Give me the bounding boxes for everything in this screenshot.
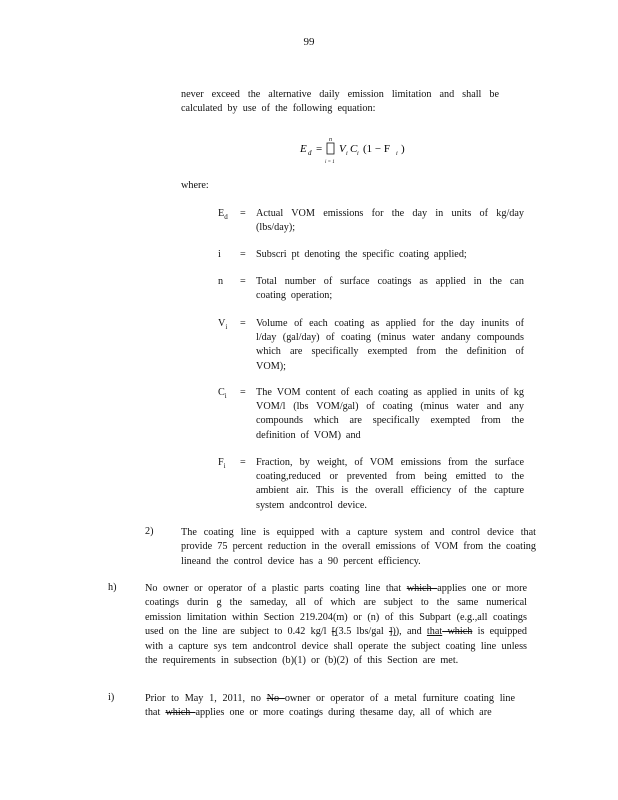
definition-symbol: n (218, 276, 224, 287)
deleted-text: which (406, 583, 438, 594)
summation-icon (327, 143, 334, 154)
item-h-text: No owner or operator of a plastic parts coating line that which applies one or more coatings durin g the sameday, all of which are subject to the same numerical emission limitation within Section 219.204(m) or (n) of this Subpart (e.g.,all coatings used on the line are subject to 0.42 kg/l [(3.5 lbs/gal ])), and that which is equipped with a capture sys tem andcontrol device shall operate the subject coating line unless the requirements in subsection (b)(1) or (b)(2) of this Section are met. (145, 583, 527, 667)
definition-symbol: $V_i$ (218, 318, 228, 332)
definition-symbol: $C_i$ (218, 387, 227, 401)
deleted-text: No (266, 693, 285, 704)
eq-c: C (350, 143, 358, 155)
deleted-text: ] (388, 626, 393, 638)
definition-equals: = (240, 318, 246, 329)
definition-symbol: $F_i$ (218, 457, 226, 471)
page-number: 99 (303, 36, 315, 48)
item-i-label: i) (108, 692, 115, 703)
eq-f-sub: i (396, 151, 398, 157)
definition-text: Volume of each coating as applied for the day inunits of l/day (gal/day) of coating (minus water andany compounds which are specifically exempted from the definition of VOM); (256, 318, 524, 372)
item-h-label: h) (108, 582, 117, 593)
eq-lhs-sub: d (308, 149, 312, 157)
inserted-text: ( (335, 626, 339, 638)
item-i-text: Prior to May 1, 2011, no No owner or operator of a metal furniture coating line that which applies one or more coatings during thesame day, all of which are (145, 693, 515, 719)
intro-paragraph: never exceed the alternative daily emission limitation and shall be calculated by use of the following equation: (181, 89, 499, 115)
eq-lhs: E (300, 143, 307, 155)
eq-close: ) (401, 143, 405, 155)
definition-equals: = (240, 457, 246, 468)
definition-text: The VOM content of each coating as applied in units of kg VOM/l (lbs VOM/gal) of coating (minus water and any compounds which are specifically exempted from the definition of VOM) and (256, 387, 524, 441)
deleted-text: which (165, 707, 196, 719)
deleted-text: [ (331, 626, 336, 638)
emission-equation (300, 138, 420, 170)
eq-sum-top: n (329, 137, 332, 143)
definition-text: Actual VOM emissions for the day in units of kg/day (lbs/day); (256, 208, 524, 234)
inserted-text: that (426, 626, 443, 638)
eq-v: V (339, 143, 346, 155)
definition-equals: = (240, 276, 246, 287)
definition-equals: = (240, 208, 246, 219)
definition-equals: = (240, 249, 246, 260)
definition-equals: = (240, 387, 246, 398)
eq-paren: (1 − F (363, 143, 390, 155)
eq-sum-bottom: i = 1 (325, 160, 335, 165)
eq-c-sub: i (357, 151, 359, 157)
item-2-label: 2) (145, 526, 154, 537)
where-label: where: (181, 180, 209, 191)
definition-text: Subscri pt denoting the specific coating applied; (256, 249, 467, 260)
definition-symbol: $E_d$ (218, 208, 228, 222)
definition-text: Total number of surface coatings as applied in the can coating operation; (256, 276, 524, 302)
eq-v-sub: i (346, 151, 348, 157)
item-2-text: The coating line is equipped with a capture system and control device that provide 75 percent reduction in the overall emissions of VOM from the coating lineand the control device has a 90 percent efficiency. (181, 527, 536, 567)
equation-graphic (300, 138, 420, 174)
definition-symbol: i (218, 249, 221, 260)
inserted-text: ) (392, 626, 396, 638)
definition-text: Fraction, by weight, of VOM emissions from the surface coating,reduced or prevented from being emitted to the ambient air. This is the overall efficiency of the capture system andcontrol device. (256, 457, 524, 511)
eq-equals: = (316, 143, 323, 155)
deleted-text: which (442, 626, 473, 638)
